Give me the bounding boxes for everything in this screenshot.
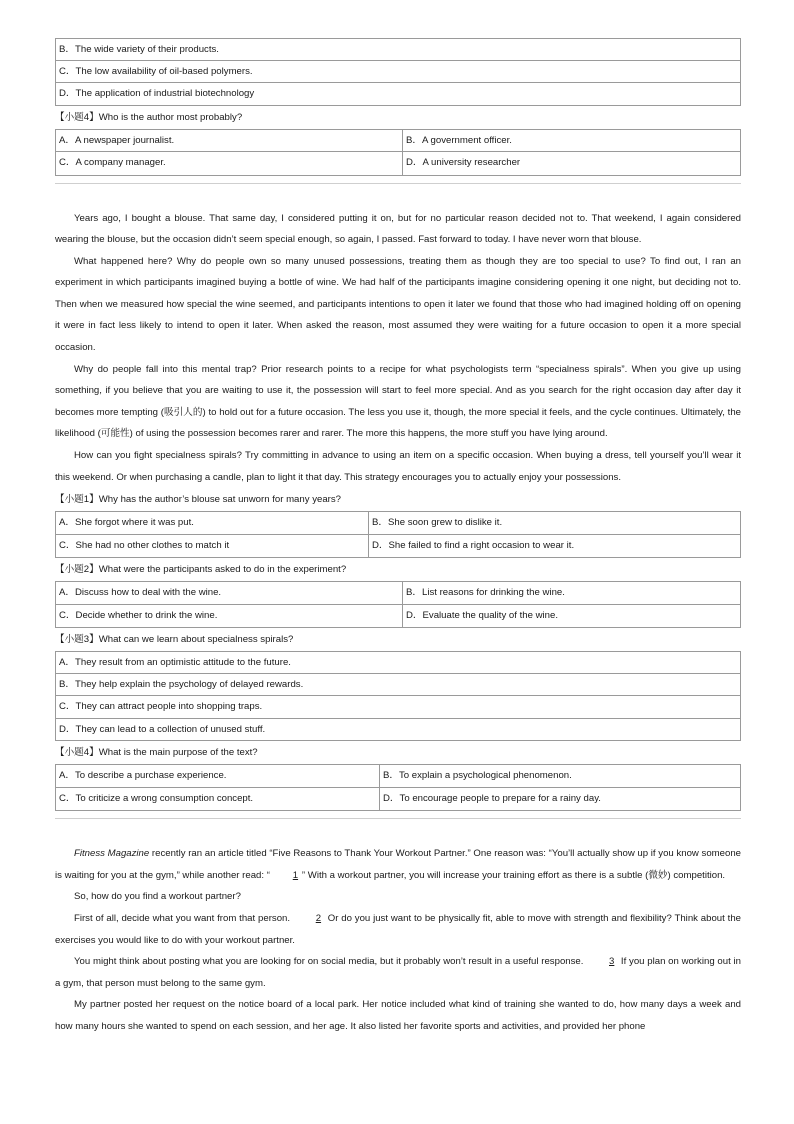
option-cell: D．A university researcher bbox=[402, 152, 740, 175]
paragraph-text: Or do you just want to be physically fit, able to move with strength and flexibility? Think about the exercises you would like to do with your workout partner. bbox=[55, 913, 741, 946]
q2-options bbox=[55, 581, 741, 628]
option-row: B．The wide variety of their products. bbox=[55, 38, 741, 61]
option-cell: B．She soon grew to dislike it. bbox=[368, 512, 740, 534]
paragraph-text: You might think about posting what you are looking for on social media, but it probably won’t result in a useful response. bbox=[74, 956, 587, 968]
paragraph-text: recently ran an article titled “Five Reasons to Thank Your Workout Partner.” One reason was: “You’ll actually show up if you know someone is waiting for you at the gym,” while another read: “ bbox=[55, 848, 741, 881]
option-cell: D．She failed to find a right occasion to wear it. bbox=[368, 535, 740, 558]
question-stem: 【小题2】What were the participants asked to do in the experiment? bbox=[55, 564, 347, 576]
passage-paragraph bbox=[55, 843, 741, 886]
question-stem: 【小题1】Why has the author’s blouse sat unworn for many years? bbox=[55, 494, 341, 506]
option-row: C．The low availability of oil-based polymers. bbox=[55, 61, 741, 84]
option-cell: C．She had no other clothes to match it bbox=[59, 539, 230, 551]
option-row: A．They result from an optimistic attitude to the future. bbox=[55, 651, 741, 674]
option-cell: D．Evaluate the quality of the wine. bbox=[402, 605, 740, 628]
options-grid-row bbox=[55, 511, 741, 535]
blank-2: 2 bbox=[315, 913, 322, 924]
option-cell: C．A company manager. bbox=[59, 157, 166, 168]
option-cell: D．To encourage people to prepare for a rainy day. bbox=[379, 788, 740, 811]
option-cell: B．List reasons for drinking the wine. bbox=[402, 582, 740, 604]
option-cell: B．To explain a psychological phenomenon. bbox=[379, 765, 740, 787]
passage-paragraph: How can you fight specialness spirals? Try committing in advance to using an item on a specific occasion. When buying a dress, tell yourself you’ll wear it this weekend. Or when purchasing a candle, plan to light it that day. This strategy encourages you to actually enjoy your possessions. bbox=[55, 450, 741, 483]
exam-page bbox=[55, 38, 741, 1038]
prev-q3-options bbox=[55, 38, 741, 106]
option-row: D．They can lead to a collection of unused stuff. bbox=[55, 719, 741, 742]
options-grid-row bbox=[55, 605, 741, 629]
prev-q4-options bbox=[55, 129, 741, 176]
q1-options bbox=[55, 511, 741, 558]
blank-1: 1 bbox=[292, 869, 299, 881]
question-stem: 【小题4】Who is the author most probably? bbox=[55, 111, 243, 123]
options-grid-row bbox=[55, 581, 741, 605]
option-cell: A．A newspaper journalist. bbox=[59, 134, 175, 146]
passage-paragraph bbox=[55, 908, 741, 951]
passage-paragraph: What happened here? Why do people own so many unused possessions, treating them as though they are too special to use? To find out, I ran an experiment in which participants imagined buying a bottle of wine. We had half of the participants imagine considering opening it one night, but deciding not to. Then when we measured how special the wine seemed, and participants intentions to open it later we found that those who had imagined holding off on opening it were in fact less likely to intend to open it later. When asked the reason, most assumed they were waiting for a future occasion to open it a more special occasion. bbox=[55, 255, 741, 354]
blank-3: 3 bbox=[609, 956, 615, 968]
options-grid-row bbox=[55, 152, 741, 176]
passage-paragraph: My partner posted her request on the notice board of a local park. Her notice included what kind of training she wanted to do, how many days a week and how many hours she wanted to spend on each session, and her age. It also listed her favorite sports and activities, and provided her phone bbox=[55, 999, 741, 1032]
option-cell: B．A government officer. bbox=[402, 130, 740, 152]
option-cell: C．Decide whether to drink the wine. bbox=[59, 609, 218, 621]
option-cell: A．To describe a purchase experience. bbox=[59, 770, 227, 782]
options-grid-row bbox=[55, 535, 741, 559]
option-cell: A．She forgot where it was put. bbox=[59, 517, 194, 529]
option-row: B．They help explain the psychology of delayed rewards. bbox=[55, 674, 741, 697]
options-grid-row bbox=[55, 129, 741, 153]
question-stem: 【小题4】What is the main purpose of the text? bbox=[55, 747, 258, 759]
option-row: D．The application of industrial biotechnology bbox=[55, 83, 741, 106]
reading-passage-workout-partner bbox=[55, 819, 741, 1037]
reading-passage-specialness bbox=[55, 184, 741, 489]
paragraph-text: ” With a workout partner, you will increase your training effort as there is a subtle (微妙) competition. bbox=[301, 869, 726, 881]
option-cell: A．Discuss how to deal with the wine. bbox=[59, 587, 222, 599]
magazine-title: Fitness Magazine bbox=[74, 848, 150, 860]
paragraph-text: First of all, decide what you want from that person. bbox=[74, 913, 293, 924]
q4-options bbox=[55, 764, 741, 811]
options-grid-row bbox=[55, 764, 741, 788]
question-stem: 【小题3】What can we learn about specialness spirals? bbox=[55, 634, 294, 646]
passage-paragraph bbox=[55, 951, 741, 994]
paragraph-text: If you plan on working out in a gym, that person must belong to the same gym. bbox=[55, 956, 741, 989]
option-row: C．They can attract people into shopping traps. bbox=[55, 696, 741, 719]
option-cell: C．To criticize a wrong consumption concept. bbox=[59, 792, 254, 804]
options-grid-row bbox=[55, 788, 741, 812]
passage-paragraph: Why do people fall into this mental trap? Prior research points to a recipe for what psychologists term “specialness spirals”. When you give up using something, if you believe that you are waiting to use it, the possession will start to feel more special. And as you search for the right occasion day after day it becomes more tempting (吸引人的) to hold out for a future occasion. The less you use it, though, the more special it feels, and the cycle continues. Ultimately, the likelihood (可能性) of using the possession becomes rarer and rarer. The more this happens, the more stuff you have lying around. bbox=[55, 363, 741, 440]
passage-paragraph: Years ago, I bought a blouse. That same day, I considered putting it on, but for no particular reason decided not to. That weekend, I again considered wearing the blouse, but the occasion didn’t seem special enough, so again, I passed. Fast forward to today. I have never worn that blouse. bbox=[55, 212, 741, 246]
q3-options bbox=[55, 651, 741, 741]
passage-paragraph: So, how do you find a workout partner? bbox=[74, 891, 241, 903]
